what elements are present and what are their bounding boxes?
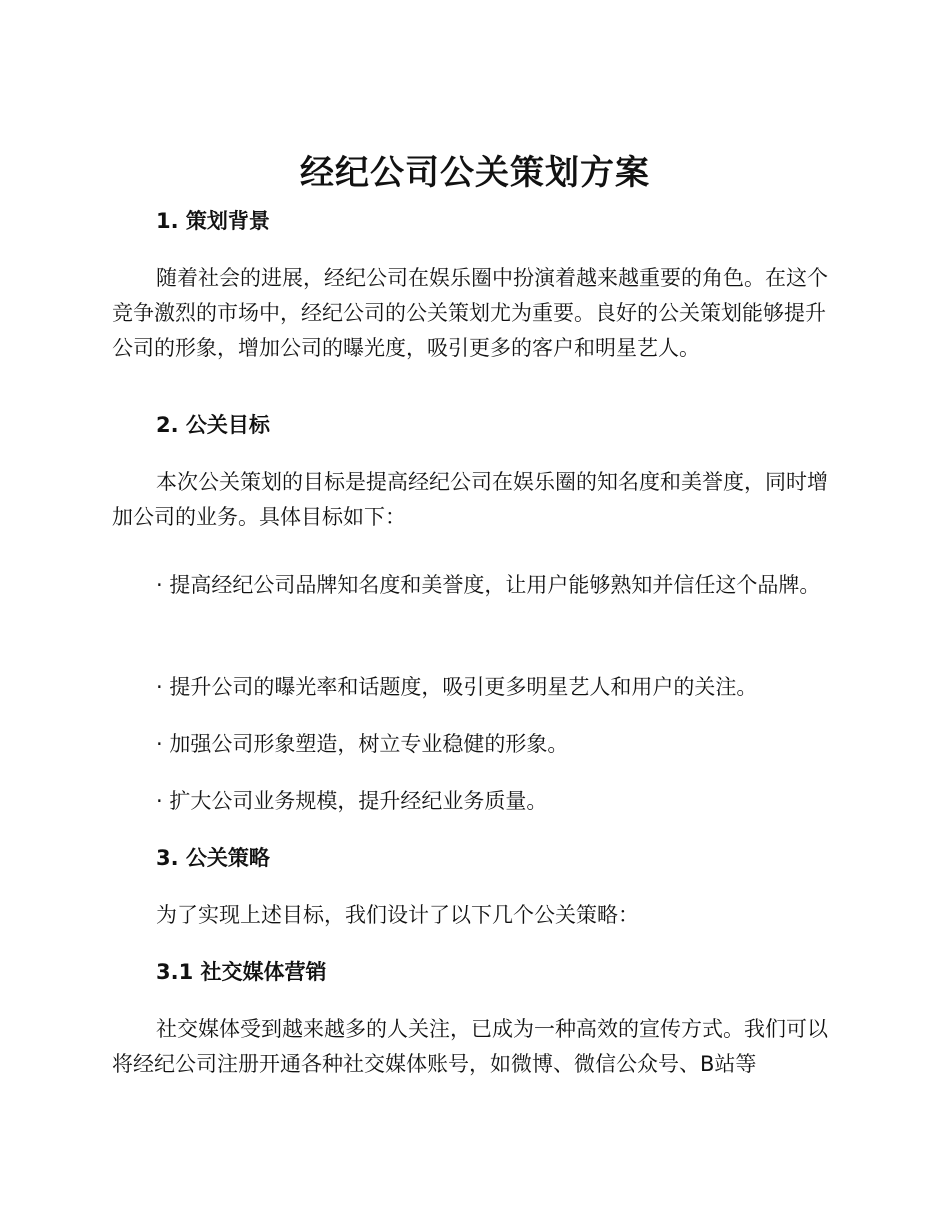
section-heading-strategy: 3. 公关策略	[156, 846, 270, 870]
goal-bullet-4: · 扩大公司业务规模，提升经纪业务质量。	[156, 789, 548, 813]
section-heading-goals: 2. 公关目标	[156, 413, 270, 437]
document-title: 经纪公司公关策划方案	[300, 153, 650, 193]
paragraph-goals: 本次公关策划的目标是提高经纪公司在娱乐圈的知名度和美誉度，同时增加公司的业务。具体目标如下：	[112, 470, 828, 529]
goal-bullet-3: · 加强公司形象塑造，树立专业稳健的形象。	[156, 732, 569, 756]
section-heading-background: 1. 策划背景	[156, 209, 270, 233]
paragraph-social-media: 社交媒体受到越来越多的人关注，已成为一种高效的宣传方式。我们可以将经纪公司注册开通各种社交媒体账号，如微博、微信公众号、B站等	[112, 1017, 828, 1076]
section-heading-social-media: 3.1 社交媒体营销	[156, 960, 327, 984]
goal-bullet-1: · 提高经纪公司品牌知名度和美誉度，让用户能够熟知并信任这个品牌。	[156, 573, 821, 597]
paragraph-strategy-intro: 为了实现上述目标，我们设计了以下几个公关策略：	[156, 903, 639, 927]
paragraph-background: 随着社会的进展，经纪公司在娱乐圈中扮演着越来越重要的角色。在这个竞争激烈的市场中，经纪公司的公关策划尤为重要。良好的公关策划能够提升公司的形象，增加公司的曝光度，吸引更多的客户和明星艺人。	[112, 266, 828, 360]
goal-bullet-2: · 提升公司的曝光率和话题度，吸引更多明星艺人和用户的关注。	[156, 675, 758, 699]
